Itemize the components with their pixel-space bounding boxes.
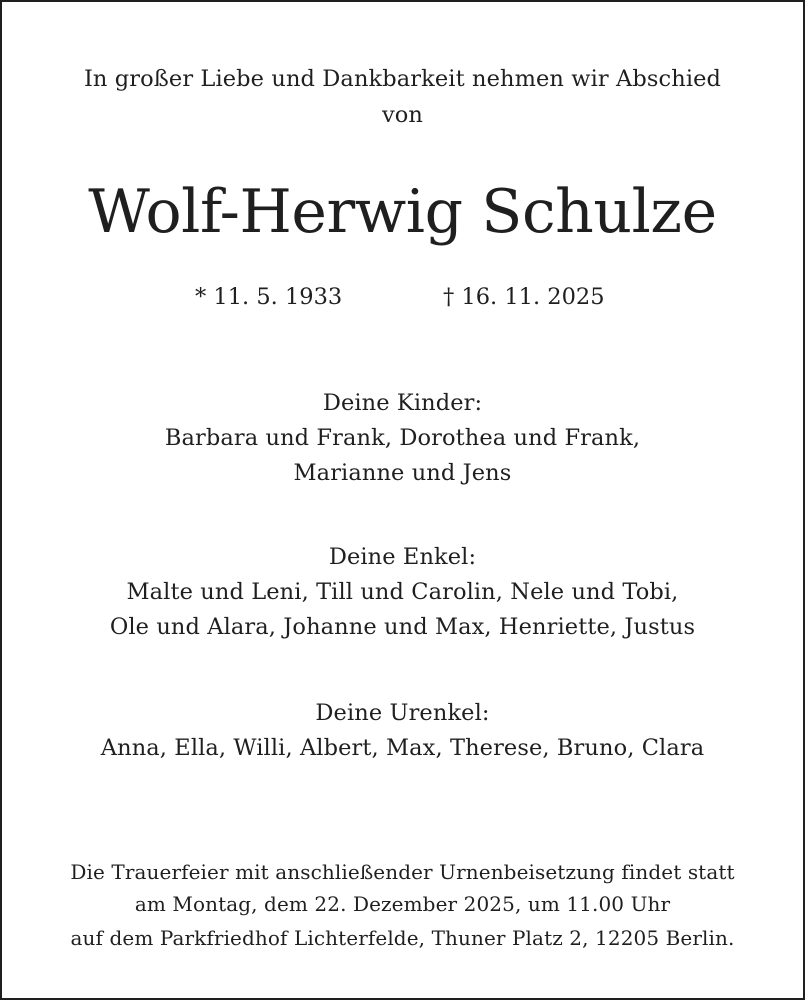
children-names-line: Barbara und Frank, Dorothea und Frank, [164, 425, 641, 451]
death-date: † 16. 11. 2025 [443, 284, 605, 310]
intro-text-line: In großer Liebe und Dankbarkeit nehmen wir Abschied [83, 66, 722, 92]
grandchildren-names-line: Malte und Leni, Till und Carolin, Nele und Tobi, [126, 579, 679, 605]
grandchildren-names-line: Ole und Alara, Johanne und Max, Henriette, Justus [109, 614, 696, 640]
birth-date: * 11. 5. 1933 [195, 284, 343, 310]
grandchildren-heading: Deine Enkel: [328, 544, 477, 570]
deceased-name: Wolf-Herwig Schulze [88, 177, 717, 247]
children-names-line: Marianne und Jens [293, 460, 512, 486]
great-grandchildren-heading: Deine Urenkel: [315, 700, 490, 726]
funeral-info-line: am Montag, dem 22. Dezember 2025, um 11.00 Uhr [134, 892, 671, 916]
funeral-info-line: Die Trauerfeier mit anschließender Urnenbeisetzung findet statt [70, 860, 735, 884]
life-dates [2, 284, 803, 316]
funeral-info-line: auf dem Parkfriedhof Lichterfelde, Thuner Platz 2, 12205 Berlin. [70, 926, 735, 950]
intro-text-line: von [381, 102, 424, 128]
great-grandchildren-names-line: Anna, Ella, Willi, Albert, Max, Therese, Bruno, Clara [100, 735, 705, 761]
children-heading: Deine Kinder: [322, 390, 483, 416]
